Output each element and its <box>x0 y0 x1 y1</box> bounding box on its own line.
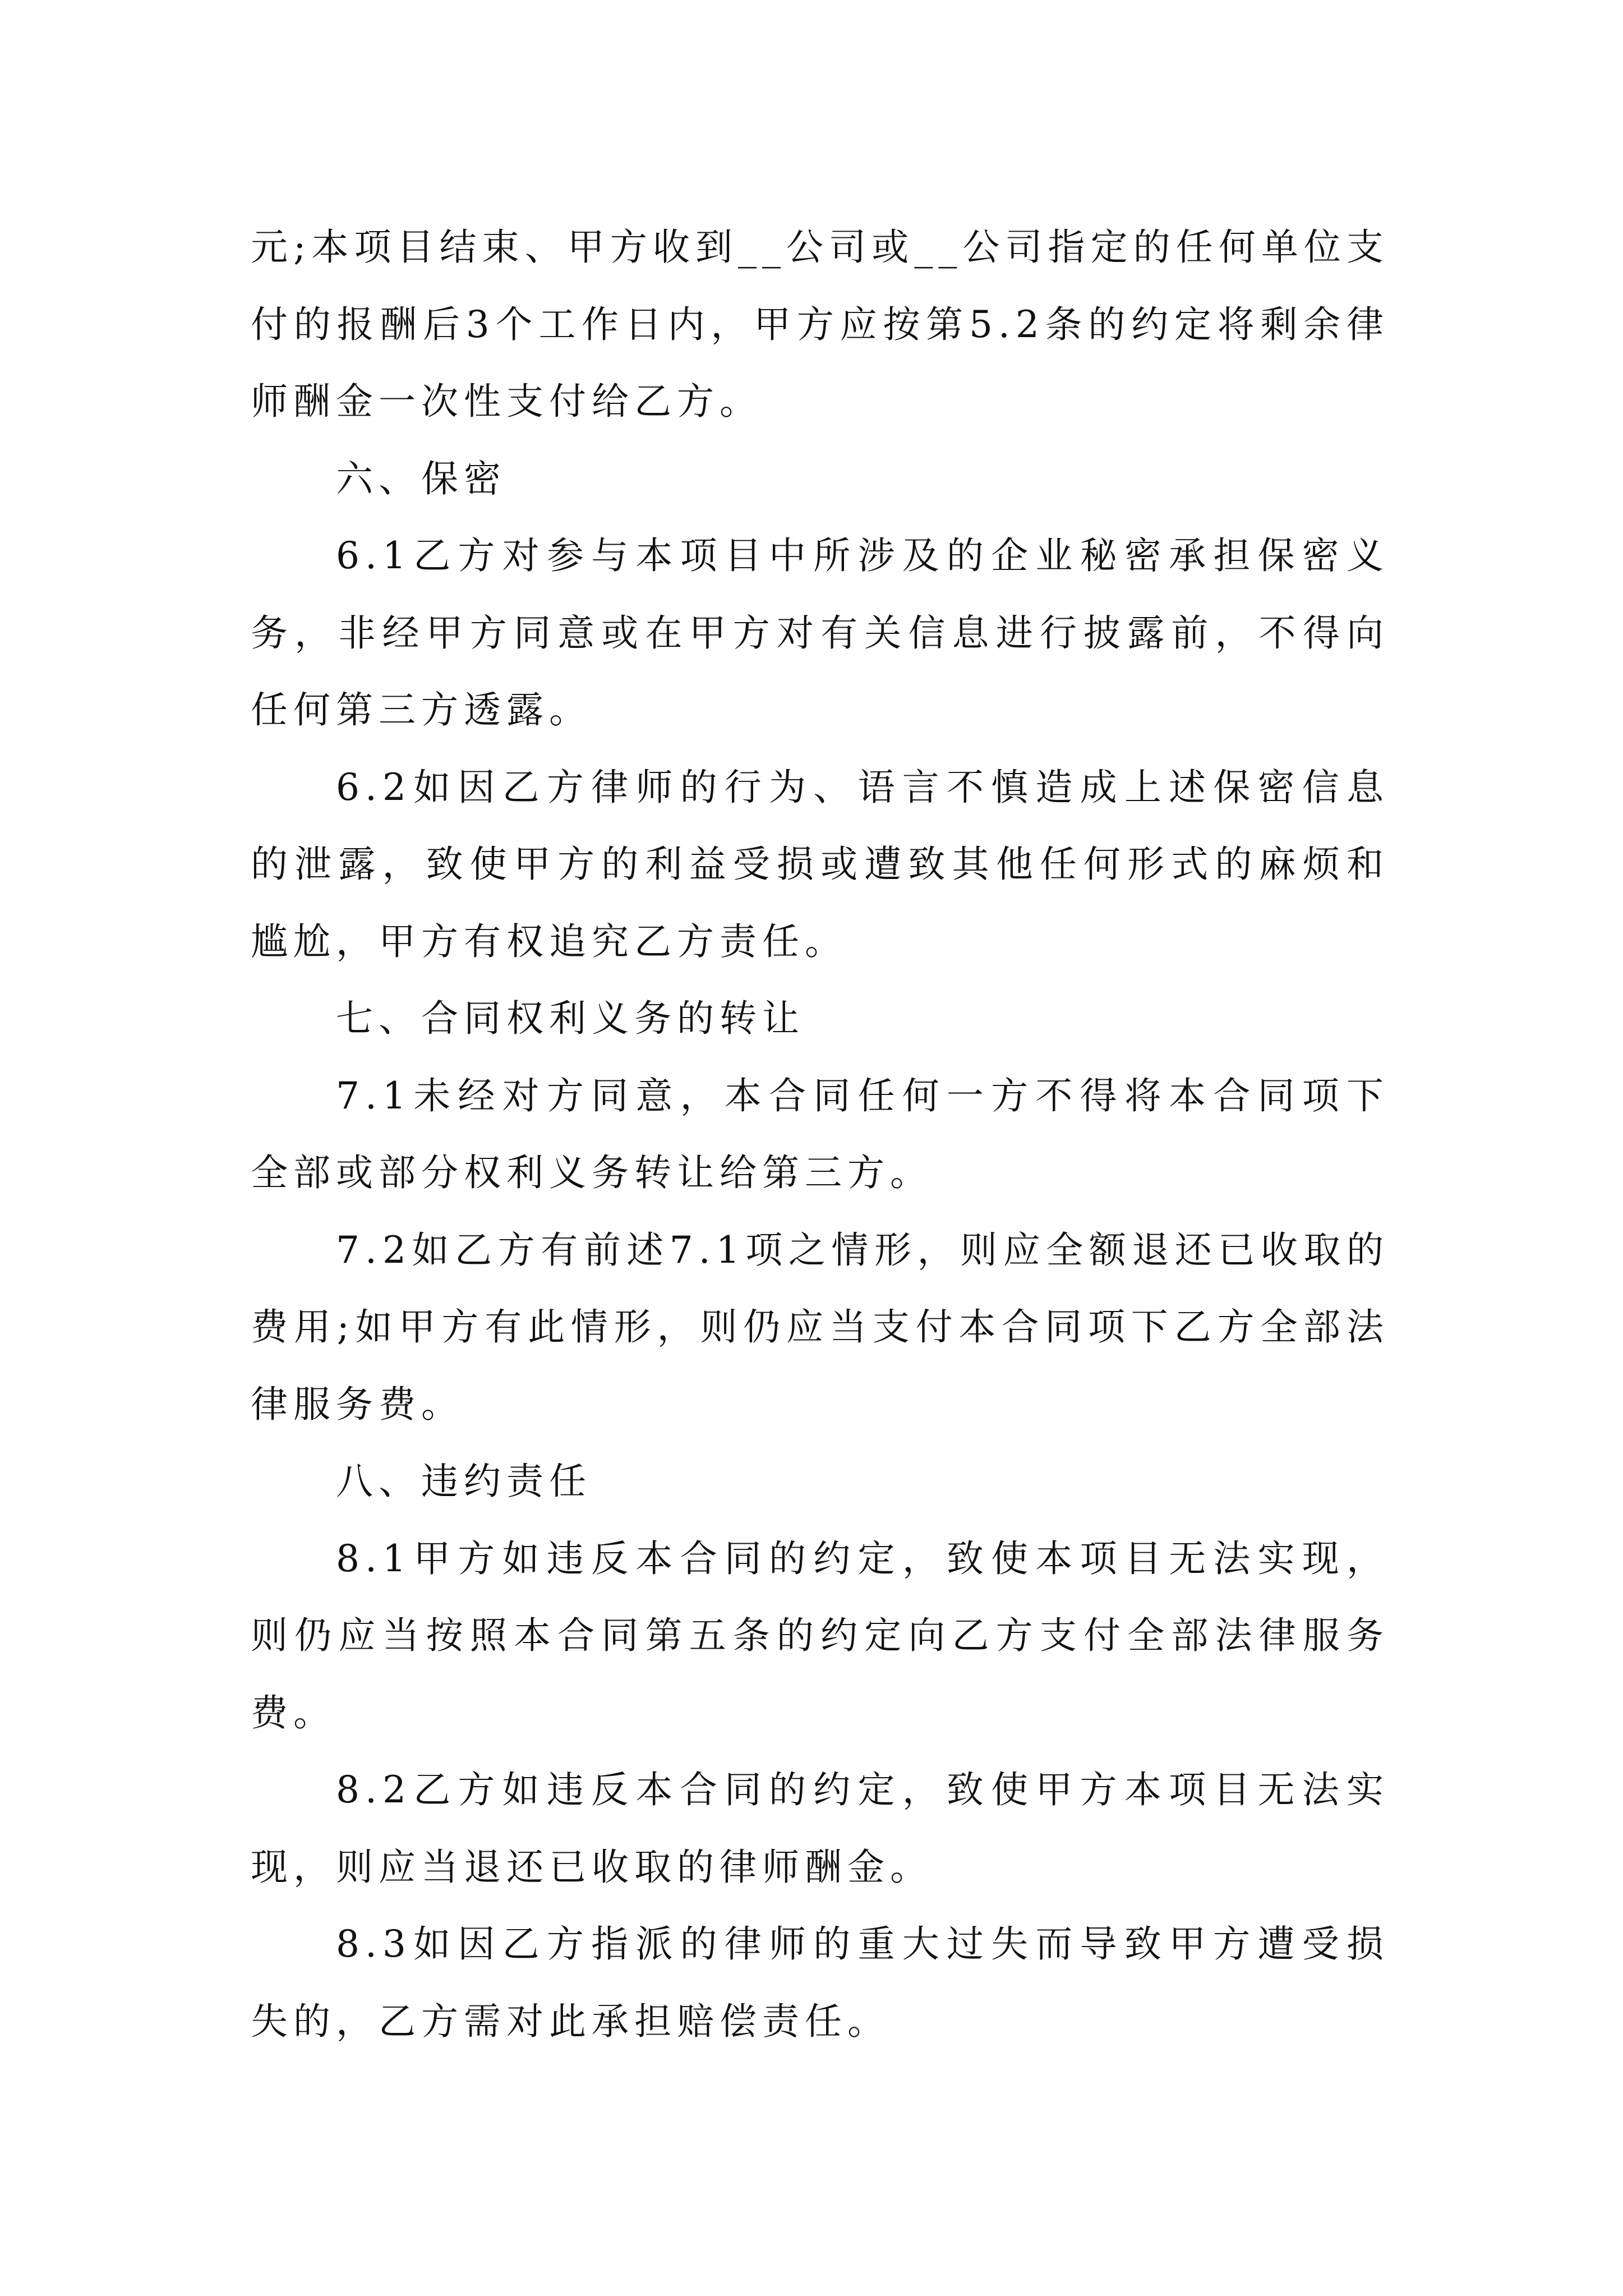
section-heading-breach: 八、违约责任 <box>336 1460 592 1503</box>
contract-body <box>251 209 1389 2060</box>
clause-7-2: 7.2如乙方有前述7.1项之情形，则应全额退还已收取的费用;如甲方有此情形，则仍应当支付本合同项下乙方全部法律服务费。 <box>251 1228 1389 1426</box>
clause-7-1: 7.1未经对方同意，本合同任何一方不得将本合同项下全部或部分权利义务转让给第三方。 <box>251 1074 1389 1194</box>
clause-8-3: 8.3如因乙方指派的律师的重大过失而导致甲方遭受损失的，乙方需对此承担赔偿责任。 <box>251 1922 1389 2043</box>
clause-6-2: 6.2如因乙方律师的行为、语言不慎造成上述保密信息的泄露，致使甲方的利益受损或遭致其他任何形式的麻烦和尴尬，甲方有权追究乙方责任。 <box>251 765 1389 963</box>
clause-6-1: 6.1乙方对参与本项目中所涉及的企业秘密承担保密义务，非经甲方同意或在甲方对有关信息进行披露前，不得向任何第三方透露。 <box>251 534 1389 731</box>
clause-8-1: 8.1甲方如违反本合同的约定，致使本项目无法实现，则仍应当按照本合同第五条的约定向乙方支付全部法律服务费。 <box>251 1536 1389 1734</box>
section-heading-transfer: 七、合同权利义务的转让 <box>336 997 805 1040</box>
section-heading-confidentiality: 六、保密 <box>336 457 506 500</box>
paragraph-payment-continuation: 元;本项目结束、甲方收到__公司或__公司指定的任何单位支付的报酬后3个工作日内，甲方应按第5.2条的约定将剩余律师酬金一次性支付给乙方。 <box>251 226 1389 423</box>
clause-8-2: 8.2乙方如违反本合同的约定，致使甲方本项目无法实现，则应当退还已收取的律师酬金。 <box>251 1768 1389 1889</box>
